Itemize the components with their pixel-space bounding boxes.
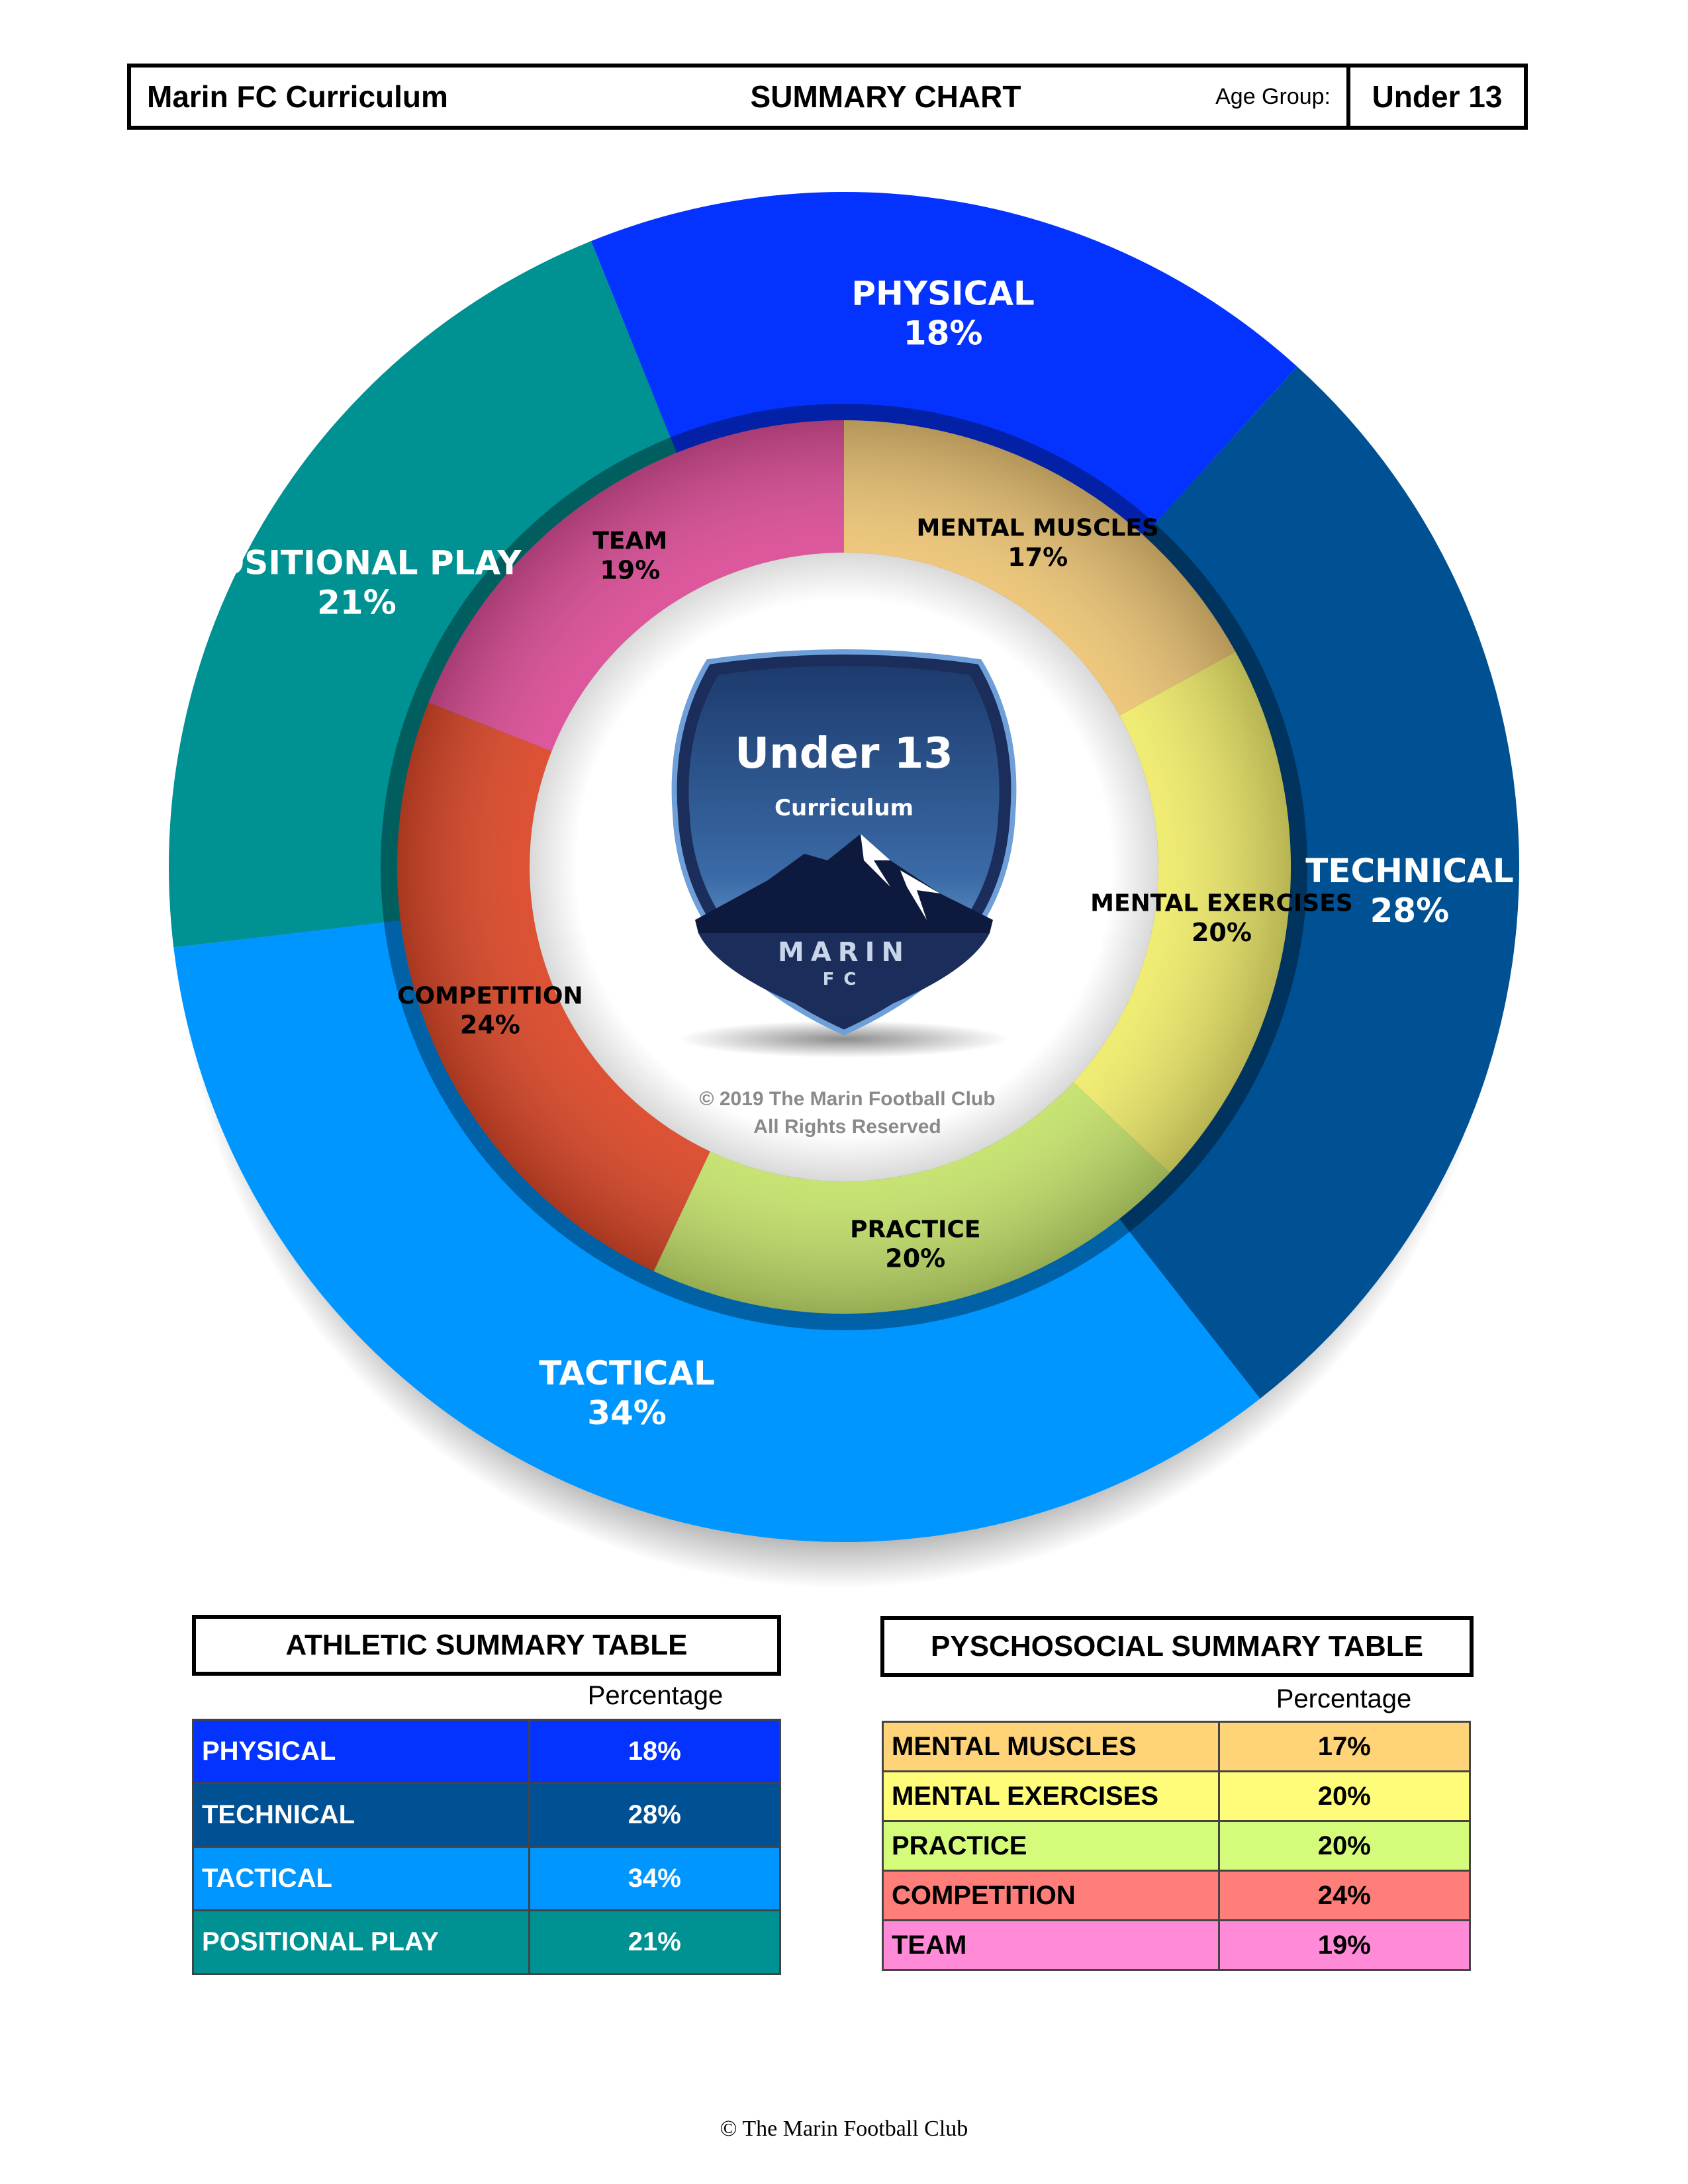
athletic-name-cell: TACTICAL xyxy=(193,1847,530,1911)
inner-value-practice: 20% xyxy=(885,1244,946,1273)
athletic-name-cell: TECHNICAL xyxy=(193,1784,530,1847)
outer-label-physical: PHYSICAL xyxy=(851,274,1035,313)
inner-value-team: 19% xyxy=(600,555,661,585)
athletic-row-physical xyxy=(193,1720,780,1784)
psychosocial-row-mental-exercises xyxy=(883,1772,1470,1821)
athletic-row-tactical xyxy=(193,1847,780,1911)
inner-value-mental-muscles: 17% xyxy=(1008,542,1068,572)
psychosocial-name-cell: PRACTICE xyxy=(883,1821,1219,1871)
outer-label-tactical: TACTICAL xyxy=(539,1354,715,1393)
athletic-percentage-cell: 28% xyxy=(529,1784,780,1847)
psychosocial-percentage-cell: 20% xyxy=(1219,1772,1470,1821)
center-copyright-line-1: © 2019 The Marin Football Club xyxy=(699,1088,996,1110)
athletic-percentage-cell: 21% xyxy=(529,1911,780,1974)
outer-label-positional-play: POSITIONAL PLAY xyxy=(192,543,522,582)
outer-label-technical: TECHNICAL xyxy=(1305,852,1514,891)
psychosocial-percentage-cell: 24% xyxy=(1219,1871,1470,1921)
center-copyright-line-2: All Rights Reserved xyxy=(753,1116,941,1138)
psychosocial-percentage-cell: 17% xyxy=(1219,1722,1470,1772)
psychosocial-row-practice xyxy=(883,1821,1470,1871)
crest-wordmark-sub: FC xyxy=(822,970,866,989)
summary-chart-title: SUMMARY CHART xyxy=(750,79,1021,114)
psychosocial-summary-table xyxy=(882,1721,1471,1971)
inner-value-competition: 24% xyxy=(459,1010,520,1040)
athletic-table-title: ATHLETIC SUMMARY TABLE xyxy=(192,1615,781,1676)
athletic-percentage-header: Percentage xyxy=(587,1681,724,1710)
curriculum-title: Marin FC Curriculum xyxy=(147,79,448,114)
psychosocial-row-competition xyxy=(883,1871,1470,1921)
athletic-name-cell: PHYSICAL xyxy=(193,1720,530,1784)
psychosocial-percentage-header: Percentage xyxy=(1276,1684,1412,1713)
age-group-value: Under 13 xyxy=(1372,79,1503,114)
psychosocial-table-title: PYSCHOSOCIAL SUMMARY TABLE xyxy=(880,1616,1474,1677)
crest-wordmark: MARIN xyxy=(778,937,910,968)
header-bar xyxy=(127,64,1528,130)
athletic-summary-table xyxy=(192,1719,781,1975)
psychosocial-name-cell: MENTAL EXERCISES xyxy=(883,1772,1219,1821)
summary-donut-chart xyxy=(0,152,1688,1608)
outer-value-technical: 28% xyxy=(1370,891,1450,931)
inner-label-team: TEAM xyxy=(592,527,668,555)
psychosocial-name-cell: MENTAL MUSCLES xyxy=(883,1722,1219,1772)
psychosocial-row-team xyxy=(883,1921,1470,1970)
inner-label-mental-muscles: MENTAL MUSCLES xyxy=(916,514,1159,542)
athletic-row-technical xyxy=(193,1784,780,1847)
outer-value-positional-play: 21% xyxy=(317,583,397,622)
crest-subtitle: Curriculum xyxy=(774,795,914,821)
athletic-name-cell: POSITIONAL PLAY xyxy=(193,1911,530,1974)
psychosocial-row-mental-muscles xyxy=(883,1722,1470,1772)
psychosocial-name-cell: COMPETITION xyxy=(883,1871,1219,1921)
psychosocial-percentage-cell: 20% xyxy=(1219,1821,1470,1871)
inner-value-mental-exercises: 20% xyxy=(1191,917,1252,947)
inner-label-mental-exercises: MENTAL EXERCISES xyxy=(1090,889,1353,917)
age-group-label: Age Group: xyxy=(1215,84,1331,109)
inner-label-competition: COMPETITION xyxy=(397,982,583,1010)
psychosocial-name-cell: TEAM xyxy=(883,1921,1219,1970)
crest-title: Under 13 xyxy=(735,729,953,778)
inner-label-practice: PRACTICE xyxy=(850,1216,981,1244)
psychosocial-percentage-cell: 19% xyxy=(1219,1921,1470,1970)
footer-copyright: © The Marin Football Club xyxy=(720,2116,968,2141)
athletic-percentage-cell: 34% xyxy=(529,1847,780,1911)
outer-value-tactical: 34% xyxy=(587,1394,667,1433)
athletic-percentage-cell: 18% xyxy=(529,1720,780,1784)
outer-value-physical: 18% xyxy=(903,314,983,353)
athletic-row-positional-play xyxy=(193,1911,780,1974)
